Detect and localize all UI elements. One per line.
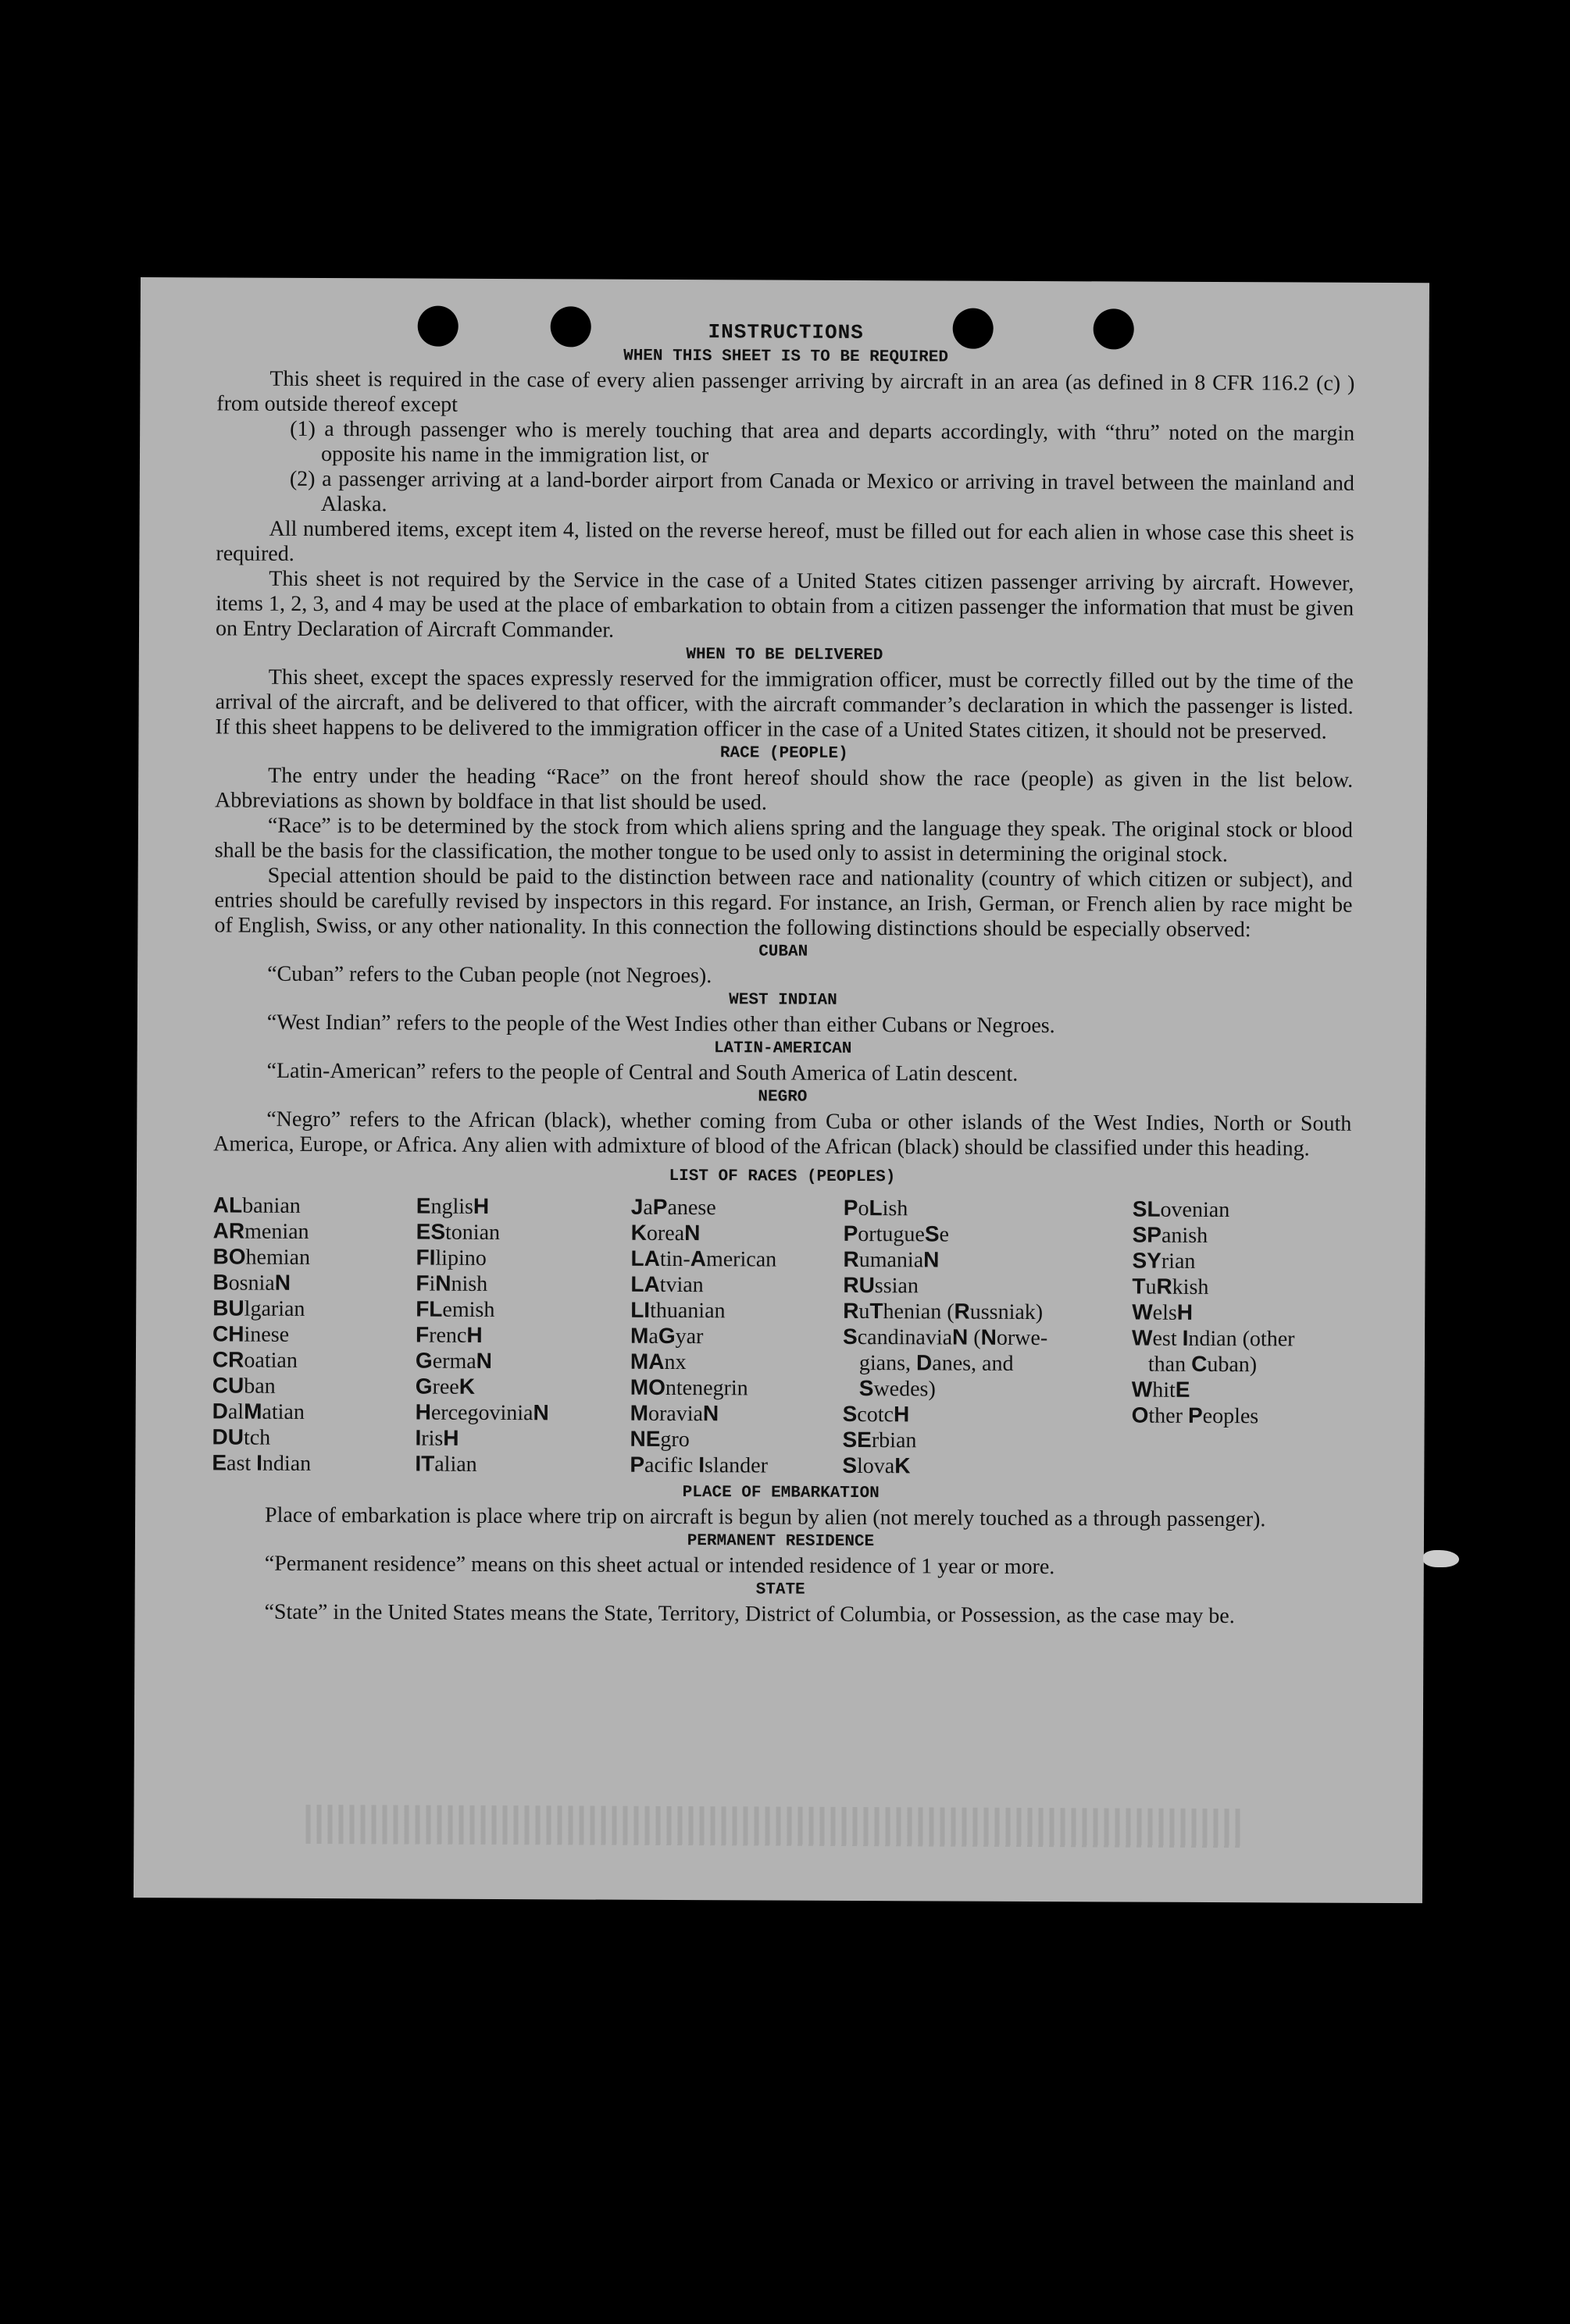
section-heading: RACE (PEOPLE) (719, 744, 848, 763)
race-entry: BUlgarian (212, 1296, 305, 1321)
paragraph: This sheet is not required by the Service in the case of a United States citizen passenger arriving by aircraft. However, items 1, 2, 3, and 4 may be used at the place of embarkation to obtain from a citizen passenger the information that must be given on Entry Declaration of Aircraft Commander. (215, 566, 1354, 643)
race-entry: LAtin-American (630, 1246, 777, 1272)
race-entry: SErbian (842, 1427, 917, 1453)
race-entry: CRoatian (212, 1347, 298, 1373)
race-entry: BosniaN (212, 1270, 291, 1296)
paragraph: “Negro” refers to the African (black), whether coming from Cuba or other islands of the West Indies, North or South America, Europe, or Africa. Any alien with admixture of blood of the African (black) should be classified under this heading. (213, 1107, 1352, 1161)
race-entry: DalMatian (212, 1399, 305, 1424)
section-heading: WHEN TO BE DELIVERED (686, 646, 883, 665)
race-entry: RUssian (843, 1272, 919, 1299)
section-heading: WHEN THIS SHEET IS TO BE REQUIRED (623, 347, 949, 367)
races-column (630, 1195, 844, 1479)
paragraph: The entry under the heading “Race” on the front hereof should show the race (people) as given in the list below. Abbreviations as shown by boldface in that list should be used. (215, 763, 1354, 815)
punch-hole (418, 306, 459, 347)
race-entry: FrencH (416, 1322, 483, 1348)
race-entry: CUban (212, 1373, 276, 1399)
race-entry: gians, Danes, and (858, 1350, 1014, 1376)
race-entry: MOntenegrin (630, 1374, 748, 1401)
punch-hole (551, 306, 591, 347)
race-entry: IrisH (415, 1425, 459, 1451)
race-entry: SPanish (1132, 1222, 1208, 1248)
race-entry: LAtvian (630, 1271, 704, 1298)
race-entry: EStonian (416, 1219, 501, 1246)
section-heading: PLACE OF EMBARKATION (682, 1484, 880, 1503)
paragraph: “Latin-American” refers to the people of Central and South America of Latin descent. (266, 1058, 1019, 1086)
race-entry: SYrian (1132, 1248, 1196, 1274)
paragraph: “Permanent residence” means on this sheet actual or intended residence of 1 year or more. (264, 1551, 1055, 1580)
race-entry: SlovaK (842, 1452, 911, 1479)
race-entry: Pacific Islander (630, 1452, 768, 1478)
paragraph: “State” in the United States means the State, Territory, District of Columbia, or Possession, as the case may be. (264, 1599, 1235, 1629)
race-entry: CHinese (212, 1321, 290, 1347)
race-entry: MaGyar (630, 1323, 704, 1349)
punch-hole (953, 308, 994, 349)
paragraph: Place of embarkation is place where trip on aircraft is begun by alien (not merely touched as a through passenger). (265, 1502, 1266, 1532)
paragraph: “West Indian” refers to the people of the West Indies other than either Cubans or Negroes. (266, 1010, 1055, 1039)
races-heading: LIST OF RACES (PEOPLES) (669, 1167, 896, 1187)
race-entry: MoraviaN (630, 1400, 719, 1427)
race-entry: RuThenian (Russniak) (843, 1298, 1044, 1325)
section-heading: LATIN-AMERICAN (713, 1039, 852, 1058)
section-heading: CUBAN (758, 943, 808, 961)
paragraph: “Cuban” refers to the Cuban people (not Negroes). (267, 961, 712, 989)
race-entry: NEgro (630, 1426, 690, 1452)
race-entry: HercegoviniaN (415, 1399, 549, 1426)
races-column (1131, 1197, 1351, 1481)
list-item: (2) a passenger arriving at a land-border airport from Canada or Mexico or arriving in travel between the mainland and Alaska. (289, 466, 1354, 517)
paragraph: This sheet, except the spaces expressly reserved for the immigration officer, must be correctly filled out by the time of the arrival of the aircraft, and be delivered to that officer, with the aircraft commander’s declaration in which the passenger is listed. If this sheet happens to be delivered to the immigration officer in the case of a United States citizen, it should not be preserved. (215, 665, 1354, 744)
section-heading: NEGRO (758, 1088, 808, 1107)
race-entry: KoreaN (630, 1220, 701, 1246)
race-entry: ScandinaviaN (Norwe- (843, 1324, 1048, 1351)
race-entry: West Indian (other (1132, 1325, 1295, 1352)
race-entry: EnglisH (416, 1193, 490, 1219)
race-entry: RumaniaN (843, 1246, 940, 1273)
race-entry: PoLish (843, 1195, 908, 1221)
paragraph: “Race” is to be determined by the stock from which aliens spring and the language they speak. The original stock or blood shall be the basis for the classification, the mother tongue to be used only to assist in determining the original stock. (214, 813, 1353, 868)
race-entry: Other Peoples (1131, 1403, 1259, 1429)
race-entry: East Indian (212, 1450, 312, 1476)
section-heading: PERMANENT RESIDENCE (687, 1532, 875, 1552)
paragraph: This sheet is required in the case of every alien passenger arriving by aircraft in an area (as defined in 8 CFR 116.2 (c) ) from outside thereof except (216, 366, 1355, 417)
race-entry: ALbanian (212, 1192, 301, 1218)
section-heading: WEST INDIAN (729, 991, 837, 1010)
race-entry: BOhemian (212, 1244, 311, 1270)
race-entry: ITalian (415, 1451, 477, 1477)
paper-fragment (1423, 1550, 1459, 1567)
page-title: INSTRUCTIONS (708, 320, 864, 345)
race-entry: GreeK (415, 1374, 476, 1399)
race-entry: Swedes) (858, 1376, 936, 1402)
race-entry: MAnx (630, 1349, 687, 1375)
bleed-through-text (305, 1805, 1243, 1848)
race-entry: PortugueSe (843, 1221, 950, 1247)
race-entry: WhitE (1131, 1377, 1190, 1403)
list-item: (1) a through passenger who is merely touching that area and departs accordingly, with “thru” noted on the margin opposite his name in the immigration list, or (290, 416, 1355, 469)
race-entry: FiNnish (416, 1271, 488, 1296)
race-entry: JaPanese (630, 1194, 716, 1221)
race-entry: WelsH (1132, 1299, 1194, 1325)
race-entry: than Cuban) (1147, 1351, 1258, 1378)
race-entry: FLemish (416, 1296, 495, 1322)
race-entry: GermaN (415, 1348, 493, 1374)
races-column (842, 1196, 1133, 1481)
race-entry: ARmenian (212, 1218, 309, 1244)
races-column (415, 1194, 631, 1478)
paragraph: Special attention should be paid to the distinction between race and nationality (country of which citizen or subject), and entries should be carefully revised by inspectors in this regard. For instance, an Irish, German, or French alien by race might be of English, Swiss, or any other nationality. In this connection the following distinctions should be especially observed: (214, 863, 1353, 943)
race-entry: SLovenian (1132, 1196, 1230, 1223)
race-entry: TuRkish (1132, 1274, 1209, 1299)
races-table (212, 1192, 1351, 1481)
race-entry: LIthuanian (630, 1297, 726, 1324)
section-heading: STATE (755, 1581, 805, 1599)
race-entry: DUtch (212, 1424, 271, 1450)
race-entry: FIlipino (416, 1245, 487, 1271)
paragraph: All numbered items, except item 4, listed on the reverse hereof, must be filled out for each alien in whose case this sheet is required. (216, 516, 1354, 566)
race-entry: ScotcH (842, 1401, 910, 1428)
document-sheet (134, 277, 1429, 1903)
punch-hole (1094, 308, 1134, 349)
races-column (212, 1192, 416, 1477)
